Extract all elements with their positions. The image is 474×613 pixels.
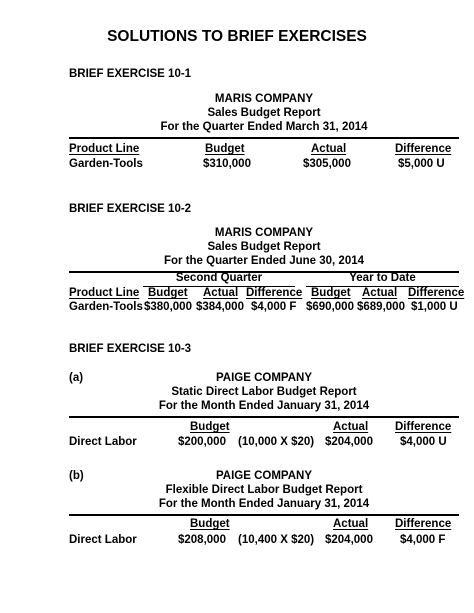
part-tag-a: (a): [69, 372, 84, 384]
budget-value: $310,000: [203, 158, 251, 170]
col-header-product-line: Product Line: [69, 287, 140, 299]
col-header-difference: Difference: [395, 518, 452, 530]
report-period: For the Month Ended January 31, 2014: [158, 498, 370, 510]
budget-computation: (10,400 X $20): [238, 534, 315, 546]
budget-computation: (10,000 X $20): [238, 436, 315, 448]
budget-value: $200,000: [178, 436, 226, 448]
header-rule: [69, 137, 459, 139]
difference-value: $5,000 U: [398, 158, 445, 170]
col-header-product-line: Product Line: [69, 143, 140, 155]
budget-value-ytd: $690,000: [306, 301, 354, 313]
actual-value: $305,000: [303, 158, 351, 170]
difference-value: $4,000 F: [251, 301, 297, 313]
col-header-actual: Actual: [333, 421, 369, 433]
company-name: MARIS COMPANY: [214, 227, 314, 239]
actual-value: $204,000: [325, 534, 373, 546]
col-header-actual: Actual: [311, 143, 347, 155]
report-name: Static Direct Labor Budget Report: [171, 386, 357, 398]
exercise-label-10-2: BRIEF EXERCISE 10-2: [69, 203, 192, 215]
company-name: PAIGE COMPANY: [215, 470, 313, 482]
report-name: Flexible Direct Labor Budget Report: [165, 484, 363, 496]
row-label: Garden-Tools: [69, 301, 143, 313]
difference-value-ytd: $1,000 U: [411, 301, 458, 313]
company-name: PAIGE COMPANY: [215, 372, 313, 384]
col-header-budget: Budget: [205, 143, 245, 155]
report-name: Sales Budget Report: [207, 241, 321, 253]
col-header-difference: Difference: [395, 421, 452, 433]
col-header-difference: Difference: [246, 287, 303, 299]
report-period: For the Quarter Ended June 30, 2014: [163, 255, 365, 267]
actual-value-ytd: $689,000: [357, 301, 405, 313]
col-header-actual: Actual: [203, 287, 239, 299]
page-title: SOLUTIONS TO BRIEF EXERCISES: [107, 28, 367, 45]
col-header-budget: Budget: [148, 287, 188, 299]
budget-value: $380,000: [144, 301, 192, 313]
difference-value: $4,000 F: [400, 534, 446, 546]
row-label: Garden-Tools: [69, 158, 143, 170]
exercise-label-10-3: BRIEF EXERCISE 10-3: [69, 343, 192, 355]
budget-value: $208,000: [178, 534, 226, 546]
group-header-year-to-date: Year to Date: [349, 272, 416, 284]
row-label: Direct Labor: [69, 436, 137, 448]
report-period: For the Month Ended January 31, 2014: [158, 400, 370, 412]
header-rule: [69, 416, 459, 418]
col-header-difference: Difference: [395, 143, 452, 155]
col-header-budget: Budget: [190, 421, 230, 433]
actual-value: $384,000: [196, 301, 244, 313]
col-header-actual-ytd: Actual: [362, 287, 398, 299]
group-header-second-quarter: Second Quarter: [175, 272, 263, 284]
actual-value: $204,000: [325, 436, 373, 448]
header-rule: [69, 514, 459, 516]
exercise-label-10-1: BRIEF EXERCISE 10-1: [69, 68, 192, 80]
col-header-budget: Budget: [190, 518, 230, 530]
report-name: Sales Budget Report: [207, 107, 321, 119]
part-tag-b: (b): [69, 470, 84, 482]
col-header-difference-ytd: Difference: [408, 287, 465, 299]
company-name: MARIS COMPANY: [214, 93, 314, 105]
row-label: Direct Labor: [69, 534, 137, 546]
col-header-budget-ytd: Budget: [311, 287, 351, 299]
report-period: For the Quarter Ended March 31, 2014: [160, 121, 368, 133]
col-header-actual: Actual: [333, 518, 369, 530]
difference-value: $4,000 U: [400, 436, 447, 448]
